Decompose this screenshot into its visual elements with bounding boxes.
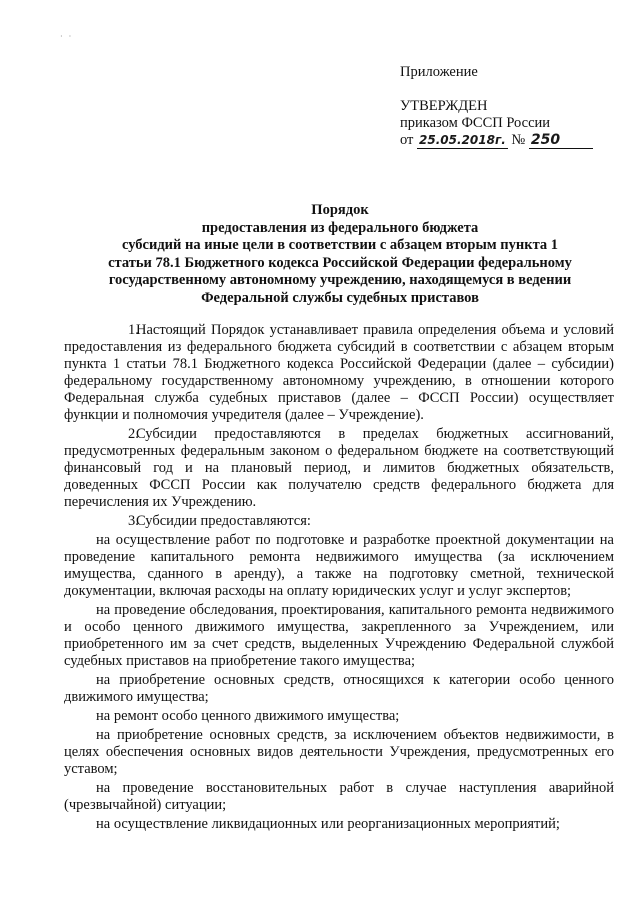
document-body — [64, 322, 614, 835]
title-line: Порядок — [311, 202, 369, 218]
paragraph-text: на проведение восстановительных работ в случае наступления аварийной (чрезвычайной) ситуации; — [64, 780, 614, 813]
order-date: 25.05.2018г. — [419, 133, 506, 147]
paragraph — [64, 727, 614, 778]
paragraph — [64, 672, 614, 706]
appendix-label: Приложение — [400, 64, 478, 80]
order-number: 250 — [529, 133, 593, 149]
title-line: государственному автономному учреждению, находящемуся в ведении — [108, 272, 572, 288]
number-label: № — [511, 132, 526, 148]
paragraph-text: на приобретение основных средств, за исключением объектов недвижимости, в целях обеспечения основных видов деятельности Учреждения, предусмотренных его уставом; — [64, 727, 614, 777]
paragraph-number: 1. — [128, 322, 139, 338]
title-line: статьи 78.1 Бюджетного кодекса Российской Федерации федеральному — [108, 254, 572, 271]
paragraph — [64, 322, 614, 424]
paragraph — [64, 426, 614, 511]
paragraph-text: на осуществление работ по подготовке и разработке проектной документации на проведение капитального ремонта недвижимого имущества (за исключением имущества, сданного в аренду), а также на подготовку сметной, технической документации, включая расходы на оплату юридических услуг и услуг экспертов; — [64, 532, 614, 599]
paragraph-number: 3. — [128, 513, 139, 529]
paragraph — [64, 513, 614, 530]
paragraph — [64, 816, 614, 833]
paragraph-text: на проведение обследования, проектирования, капитального ремонта недвижимого и особо ценного движимого имущества, закрепленного за Учреждением, или приобретенного им за счет средств, выделенных Учреждению Федеральной службой судебных приставов на приобретение такого имущества; — [64, 602, 614, 669]
paragraph-text: на осуществление ликвидационных или реорганизационных мероприятий; — [96, 816, 560, 832]
paragraph — [64, 708, 614, 725]
approved-label: УТВЕРЖДЕН — [400, 98, 488, 114]
from-label: от — [400, 132, 414, 148]
paragraph — [64, 602, 614, 670]
title-line: субсидий на иные цели в соответствии с абзацем вторым пункта 1 — [121, 237, 559, 253]
paragraph — [64, 532, 614, 600]
paragraph-text: Субсидии предоставляются в пределах бюджетных ассигнований, предусмотренных федеральным законом о федеральном бюджете на соответствующий финансовый год и на плановый период, и лимитов бюджетных обязательств, доведенных ФССП России как получателю средств федерального бюджета для перечисления их Учреждению. — [64, 426, 614, 510]
approval-header — [400, 64, 593, 149]
order-by-label: приказом ФССП России — [400, 115, 551, 131]
paragraph-text: Настоящий Порядок устанавливает правила определения объема и условий предоставления из федерального бюджета субсидий в соответствии с абзацем вторым пункта 1 статьи 78.1 Бюджетного кодекса Российской Федерации (далее – субсидии) федеральному государственному автономному учреждению, в отношении которого Федеральная служба судебных приставов (далее – ФССП России) осуществляет функции и полномочия учредителя (далее – Учреждение). — [64, 322, 614, 423]
title-line: Федеральной службы судебных приставов — [201, 289, 479, 306]
scan-speck: · · — [60, 32, 74, 41]
title-line: предоставления из федерального бюджета — [201, 219, 479, 236]
order-date-line — [400, 132, 593, 149]
paragraph-text: Субсидии предоставляются: — [136, 513, 311, 529]
paragraph — [64, 780, 614, 814]
paragraph-text: на приобретение основных средств, относящихся к категории особо ценного движимого имущества; — [64, 672, 614, 705]
paragraph-text: на ремонт особо ценного движимого имущества; — [96, 708, 400, 724]
document-title — [60, 202, 620, 307]
paragraph-number: 2. — [128, 426, 139, 442]
